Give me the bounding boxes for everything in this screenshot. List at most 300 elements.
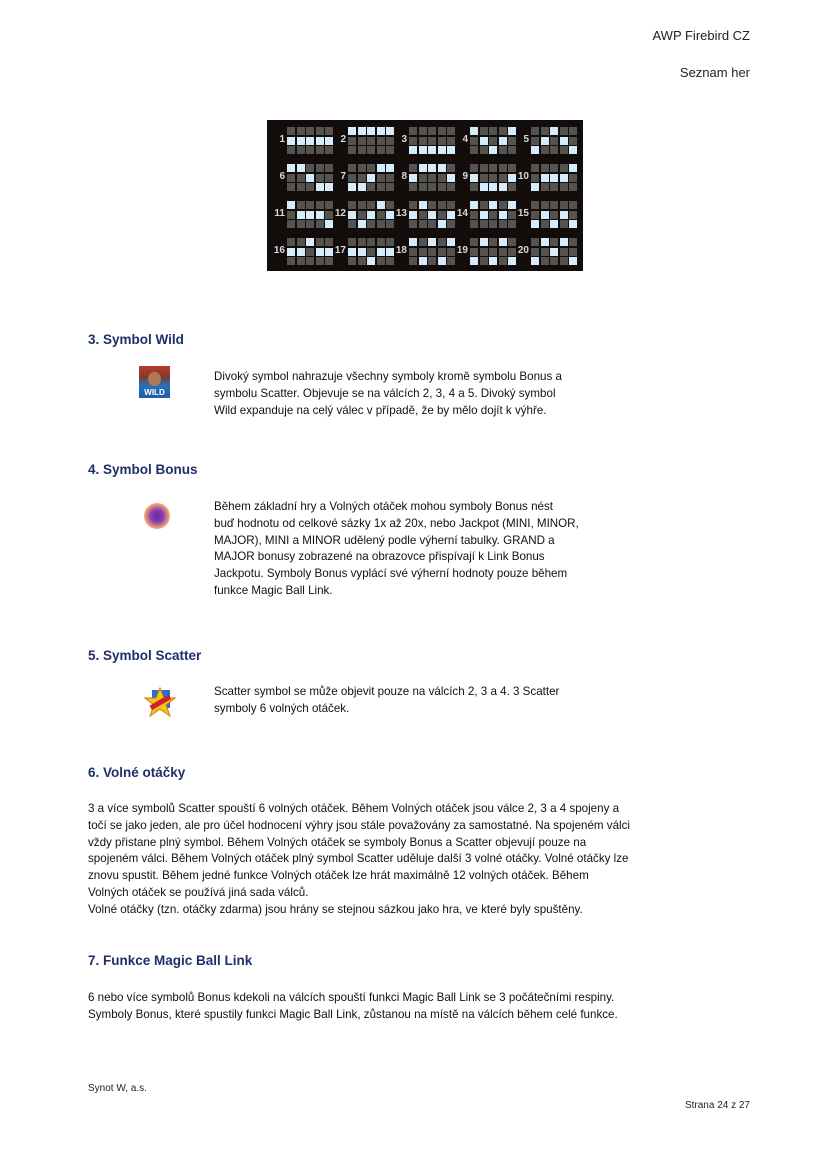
payline-cell (419, 201, 427, 209)
payline-cell (569, 164, 577, 172)
payline-cell (569, 137, 577, 145)
payline-cell (560, 146, 568, 154)
payline-cell (358, 220, 366, 228)
payline-cell (348, 174, 356, 182)
payline-cell (287, 248, 295, 256)
payline-number: 12 (334, 208, 346, 219)
payline-cell (348, 220, 356, 228)
payline-cell (348, 211, 356, 219)
payline-cell (499, 201, 507, 209)
payline-diagram (454, 199, 514, 231)
payline-cell (306, 183, 314, 191)
payline-cell (531, 257, 539, 265)
payline-cell (438, 174, 446, 182)
payline-cell (569, 248, 577, 256)
payline-cell (367, 201, 375, 209)
payline-cell (480, 220, 488, 228)
payline-cell (541, 238, 549, 246)
payline-cell (550, 164, 558, 172)
document-subtitle: Seznam her (679, 65, 750, 80)
payline-cell (470, 248, 478, 256)
magic-ball-description (88, 990, 618, 1024)
payline-cell (287, 257, 295, 265)
wild-symbol-icon (139, 366, 170, 398)
payline-cell (480, 146, 488, 154)
payline-cell (438, 127, 446, 135)
payline-cell (550, 238, 558, 246)
payline-cell (560, 201, 568, 209)
payline-cell (480, 137, 488, 145)
payline-cell (306, 164, 314, 172)
payline-cell (377, 201, 385, 209)
payline-cell (550, 257, 558, 265)
text-line: Divoký symbol nahrazuje všechny symboly kromě symbolu Bonus a (214, 370, 562, 383)
payline-cell (419, 257, 427, 265)
payline-cell (297, 146, 305, 154)
payline-cell (306, 137, 314, 145)
payline-cell (541, 201, 549, 209)
payline-cell (306, 146, 314, 154)
payline-cell (569, 127, 577, 135)
payline-cell (358, 127, 366, 135)
payline-cell (409, 164, 417, 172)
payline-diagram (515, 199, 575, 231)
payline-cell (438, 211, 446, 219)
text-line: MAJOR), MINI a MINOR udělený podle výherní tabulky. GRAND a (214, 533, 555, 547)
payline-cell (358, 257, 366, 265)
payline-cell (480, 183, 488, 191)
payline-cell (367, 174, 375, 182)
payline-cell (560, 238, 568, 246)
payline-cell (489, 211, 497, 219)
text-line: vždy přistane plný symbol. Během Volných otáček se symboly Bonus a Scatter objevují pouze na (88, 835, 587, 849)
payline-cell (531, 127, 539, 135)
free-spins-description (88, 801, 630, 919)
payline-cell (358, 238, 366, 246)
payline-cell (419, 211, 427, 219)
payline-cell (428, 174, 436, 182)
payline-cell (348, 164, 356, 172)
payline-cell (560, 211, 568, 219)
payline-cell (377, 248, 385, 256)
text-line: spojeném válci. Během Volných otáček plný symbol Scatter uděluje další 3 volné otáčky. Volné otáčky lze (88, 852, 629, 866)
payline-cell (531, 146, 539, 154)
payline-diagram (332, 162, 392, 194)
payline-cell (428, 201, 436, 209)
payline-cell (499, 164, 507, 172)
payline-cell (428, 127, 436, 135)
payline-diagram (332, 199, 392, 231)
payline-cell (470, 183, 478, 191)
payline-cell (306, 257, 314, 265)
payline-cell (348, 183, 356, 191)
payline-cell (358, 201, 366, 209)
heading-free-spins: 6. Volné otáčky (88, 765, 186, 780)
payline-cell (470, 174, 478, 182)
payline-cell (489, 248, 497, 256)
payline-cell (550, 183, 558, 191)
payline-diagram (393, 125, 453, 157)
payline-cell (428, 183, 436, 191)
scatter-star-icon (144, 686, 176, 718)
payline-diagram (454, 162, 514, 194)
payline-cell (287, 220, 295, 228)
payline-cell (480, 257, 488, 265)
payline-cell (438, 257, 446, 265)
wild-description (214, 369, 562, 419)
text-line: Scatter symbol se může objevit pouze na válcích 2, 3 a 4. 3 Scatter (214, 685, 560, 698)
payline-cell (470, 137, 478, 145)
payline-cell (367, 164, 375, 172)
payline-cell (489, 174, 497, 182)
payline-cell (438, 137, 446, 145)
payline-cell (531, 220, 539, 228)
payline-cell (348, 257, 356, 265)
payline-cell (489, 220, 497, 228)
text-line: 6 nebo více symbolů Bonus kdekoli na válcích spouští funkci Magic Ball Link se 3 počátečními respiny. (88, 991, 615, 1004)
payline-cell (499, 257, 507, 265)
payline-cell (297, 211, 305, 219)
payline-number: 14 (456, 208, 468, 219)
heading-scatter: 5. Symbol Scatter (88, 648, 202, 663)
payline-cell (428, 146, 436, 154)
payline-cell (480, 211, 488, 219)
payline-cell (480, 174, 488, 182)
payline-cell (297, 248, 305, 256)
payline-cell (316, 257, 324, 265)
payline-number: 20 (517, 245, 529, 256)
payline-cell (428, 238, 436, 246)
payline-cell (550, 211, 558, 219)
payline-cell (358, 183, 366, 191)
payline-cell (569, 211, 577, 219)
payline-cell (541, 127, 549, 135)
payline-number: 2 (340, 134, 346, 145)
text-line: buď hodnotu od celkové sázky 1x až 20x, nebo Jackpot (MINI, MINOR, (214, 516, 579, 530)
payline-cell (287, 211, 295, 219)
payline-cell (541, 183, 549, 191)
payline-cell (541, 257, 549, 265)
payline-number: 15 (517, 208, 529, 219)
payline-diagram (515, 236, 575, 268)
payline-cell (287, 137, 295, 145)
payline-cell (287, 174, 295, 182)
payline-cell (419, 137, 427, 145)
payline-cell (377, 146, 385, 154)
payline-cell (316, 211, 324, 219)
payline-cell (377, 220, 385, 228)
payline-cell (470, 201, 478, 209)
payline-cell (550, 137, 558, 145)
payline-cell (470, 164, 478, 172)
payline-cell (541, 211, 549, 219)
payline-cell (560, 248, 568, 256)
payline-cell (499, 248, 507, 256)
payline-cell (419, 146, 427, 154)
payline-cell (438, 238, 446, 246)
payline-cell (306, 127, 314, 135)
payline-cell (541, 146, 549, 154)
payline-cell (489, 257, 497, 265)
payline-cell (531, 174, 539, 182)
payline-cell (489, 127, 497, 135)
payline-diagram (393, 236, 453, 268)
payline-cell (297, 127, 305, 135)
payline-cell (541, 137, 549, 145)
text-line: Symboly Bonus, které spustily funkci Magic Ball Link, zůstanou na místě na válcích během celé funkce. (88, 1007, 618, 1021)
payline-cell (489, 183, 497, 191)
payline-cell (297, 201, 305, 209)
payline-cell (409, 220, 417, 228)
payline-cell (569, 238, 577, 246)
payline-cell (409, 248, 417, 256)
payline-cell (348, 146, 356, 154)
payline-cell (358, 164, 366, 172)
payline-cell (541, 164, 549, 172)
payline-cell (428, 257, 436, 265)
text-line: 3 a více symbolů Scatter spouští 6 volných otáček. Během Volných otáček jsou válce 2, 3 a 4 spojeny a (88, 802, 620, 815)
payline-cell (377, 183, 385, 191)
payline-cell (316, 174, 324, 182)
payline-cell (316, 248, 324, 256)
payline-cell (550, 127, 558, 135)
payline-cell (306, 211, 314, 219)
payline-cell (438, 164, 446, 172)
payline-cell (428, 211, 436, 219)
payline-cell (531, 201, 539, 209)
payline-number: 10 (517, 171, 529, 182)
payline-cell (531, 137, 539, 145)
text-line: symboly 6 volných otáček. (214, 701, 350, 715)
payline-number: 4 (462, 134, 468, 145)
payline-cell (297, 174, 305, 182)
payline-cell (297, 164, 305, 172)
payline-cell (499, 238, 507, 246)
payline-cell (367, 238, 375, 246)
payline-cell (499, 146, 507, 154)
payline-cell (316, 164, 324, 172)
payline-cell (316, 238, 324, 246)
payline-number: 13 (395, 208, 407, 219)
payline-cell (348, 127, 356, 135)
payline-cell (470, 211, 478, 219)
payline-cell (489, 164, 497, 172)
payline-cell (377, 257, 385, 265)
payline-cell (409, 137, 417, 145)
payline-cell (499, 211, 507, 219)
payline-cell (297, 183, 305, 191)
payline-diagram (271, 125, 331, 157)
payline-cell (287, 183, 295, 191)
payline-cell (531, 164, 539, 172)
payline-diagram (271, 236, 331, 268)
payline-cell (419, 238, 427, 246)
payline-cell (306, 238, 314, 246)
payline-diagram (515, 162, 575, 194)
payline-cell (480, 248, 488, 256)
payline-cell (531, 211, 539, 219)
heading-wild: 3. Symbol Wild (88, 332, 184, 347)
payline-cell (367, 183, 375, 191)
payline-cell (480, 164, 488, 172)
payline-cell (531, 248, 539, 256)
payline-cell (367, 211, 375, 219)
payline-cell (470, 220, 478, 228)
payline-cell (367, 257, 375, 265)
payline-cell (316, 183, 324, 191)
payline-cell (367, 137, 375, 145)
payline-number: 19 (456, 245, 468, 256)
payline-cell (377, 211, 385, 219)
payline-cell (470, 127, 478, 135)
payline-cell (358, 137, 366, 145)
payline-cell (367, 248, 375, 256)
payline-cell (569, 174, 577, 182)
payline-cell (428, 137, 436, 145)
payline-number: 9 (462, 171, 468, 182)
payline-cell (438, 220, 446, 228)
payline-cell (297, 220, 305, 228)
payline-cell (428, 248, 436, 256)
payline-cell (316, 201, 324, 209)
payline-cell (569, 220, 577, 228)
payline-cell (489, 146, 497, 154)
payline-cell (377, 238, 385, 246)
payline-number: 1 (279, 134, 285, 145)
payline-cell (287, 146, 295, 154)
payline-cell (541, 174, 549, 182)
footer-page-number: Strana 24 z 27 (684, 1100, 750, 1111)
payline-cell (287, 238, 295, 246)
payline-cell (409, 127, 417, 135)
payline-cell (438, 201, 446, 209)
payline-cell (306, 220, 314, 228)
payline-cell (499, 183, 507, 191)
payline-diagram (393, 199, 453, 231)
text-line: Wild expanduje na celý válec v případě, že by mělo dojít k výhře. (214, 403, 547, 417)
text-line: znovu spustit. Během jedné funkce Volných otáček lze hrát maximálně 12 volných otáček. Během (88, 869, 589, 883)
payline-cell (358, 146, 366, 154)
payline-cell (348, 201, 356, 209)
payline-cell (550, 146, 558, 154)
payline-cell (480, 127, 488, 135)
payline-cell (560, 183, 568, 191)
payline-cell (409, 183, 417, 191)
payline-cell (560, 137, 568, 145)
payline-cell (569, 183, 577, 191)
payline-cell (367, 220, 375, 228)
payline-cell (489, 201, 497, 209)
payline-cell (499, 137, 507, 145)
payline-cell (306, 248, 314, 256)
payline-cell (569, 201, 577, 209)
heading-magic-ball-link: 7. Funkce Magic Ball Link (88, 953, 253, 968)
payline-cell (409, 257, 417, 265)
heading-bonus: 4. Symbol Bonus (88, 462, 198, 477)
payline-cell (316, 146, 324, 154)
payline-number: 3 (401, 134, 407, 145)
payline-cell (367, 127, 375, 135)
payline-cell (348, 238, 356, 246)
payline-cell (428, 164, 436, 172)
payline-number: 6 (279, 171, 285, 182)
payline-cell (480, 201, 488, 209)
payline-cell (316, 127, 324, 135)
payline-diagram (271, 199, 331, 231)
payline-cell (419, 248, 427, 256)
payline-cell (560, 220, 568, 228)
payline-diagram (454, 125, 514, 157)
payline-cell (367, 146, 375, 154)
payline-cell (560, 257, 568, 265)
payline-cell (316, 137, 324, 145)
text-line: Během základní hry a Volných otáček mohou symboly Bonus nést (214, 500, 553, 513)
payline-cell (358, 211, 366, 219)
text-line: točí se jako jeden, ale pro účel hodnocení výhry jsou stále považovány za samostatné. Na spojeném válci (88, 818, 630, 832)
payline-number: 5 (523, 134, 529, 145)
payline-cell (409, 146, 417, 154)
payline-cell (489, 238, 497, 246)
payline-cell (316, 220, 324, 228)
payline-cell (470, 146, 478, 154)
payline-cell (470, 238, 478, 246)
payline-cell (499, 127, 507, 135)
payline-diagram (332, 236, 392, 268)
scatter-description (214, 684, 559, 718)
wild-label: WILD (144, 388, 165, 397)
payline-cell (297, 238, 305, 246)
payline-cell (541, 220, 549, 228)
payline-cell (550, 220, 558, 228)
bonus-description (214, 499, 579, 600)
payline-cell (560, 174, 568, 182)
payline-cell (438, 183, 446, 191)
payline-cell (480, 238, 488, 246)
payline-number: 18 (395, 245, 407, 256)
payline-cell (569, 146, 577, 154)
payline-cell (377, 137, 385, 145)
payline-cell (499, 220, 507, 228)
payline-cell (499, 174, 507, 182)
payline-number: 17 (334, 245, 346, 256)
payline-cell (287, 201, 295, 209)
payline-cell (409, 201, 417, 209)
payline-cell (550, 248, 558, 256)
payline-cell (409, 174, 417, 182)
payline-cell (419, 174, 427, 182)
payline-diagram (271, 162, 331, 194)
payline-cell (348, 248, 356, 256)
paylines-image (267, 120, 583, 271)
payline-cell (409, 238, 417, 246)
payline-cell (306, 201, 314, 209)
payline-cell (409, 211, 417, 219)
payline-cell (377, 174, 385, 182)
document-title: AWP Firebird CZ (652, 28, 750, 43)
payline-cell (287, 164, 295, 172)
payline-cell (470, 257, 478, 265)
payline-cell (419, 164, 427, 172)
payline-number: 11 (274, 208, 285, 219)
payline-number: 8 (401, 171, 407, 182)
payline-cell (306, 174, 314, 182)
payline-number: 7 (340, 171, 346, 182)
payline-diagram (515, 125, 575, 157)
payline-cell (419, 220, 427, 228)
payline-cell (297, 137, 305, 145)
text-line: Jackpotu. Symboly Bonus vyplácí své výherní hodnoty pouze během (214, 567, 568, 581)
payline-cell (419, 183, 427, 191)
